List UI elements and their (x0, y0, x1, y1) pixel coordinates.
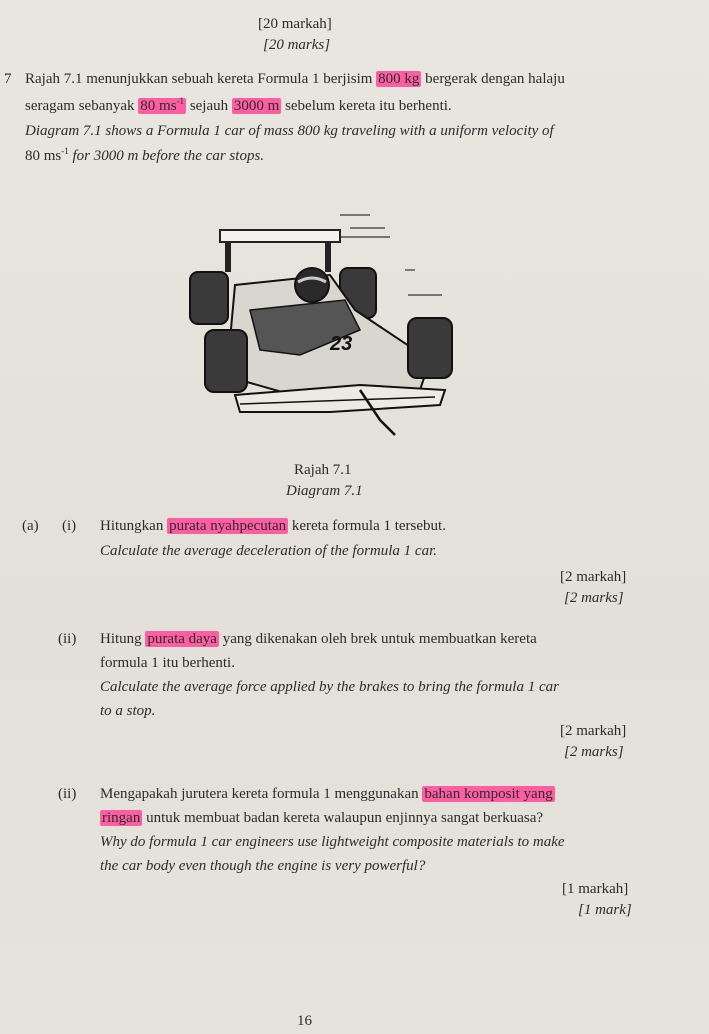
highlight-lightweight: ringan (102, 810, 141, 826)
highlight-mass: 800 kg (378, 71, 420, 87)
question-number: 7 (4, 71, 12, 87)
total-marks-en: [20 marks] (263, 37, 331, 53)
part-a-ii-ms-line2: formula 1 itu berhenti. (100, 655, 235, 671)
part-a-iii-ms-line1: Mengapakah jurutera kereta formula 1 menggunakan bahan komposit yang (100, 786, 553, 802)
total-marks-ms: [20 markah] (258, 16, 332, 32)
highlight-velocity: 80 $ms^{-1}$ (140, 96, 185, 114)
question-stem-en-line2: 80 $ms^{-1}$ for 3000 m before the car stops. (25, 146, 265, 164)
part-a-i-marks-ms: [2 markah] (560, 569, 627, 585)
part-a-iii-marks-en: [1 mark] (578, 902, 632, 918)
part-a-i-label: (i) (62, 518, 77, 534)
highlight-deceleration: purata nyahpecutan (169, 518, 287, 534)
part-a-i-ms: Hitungkan purata nyahpecutan kereta formula 1 tersebut. (100, 518, 446, 534)
part-a-ii-en-line2: to a stop. (100, 703, 156, 719)
part-a-ii-label: (ii) (58, 631, 77, 647)
part-a-iii-ms-line2: ringan untuk membuat badan kereta walaupun enjinnya sangat berkuasa? (102, 810, 544, 826)
part-a-i-marks-en: [2 marks] (564, 590, 624, 606)
highlight-force: purata daya (147, 631, 217, 647)
part-a-ii-marks-en: [2 marks] (564, 744, 624, 760)
part-a-iii-marks-ms: [1 markah] (562, 881, 629, 897)
part-a-ii-marks-ms: [2 markah] (560, 723, 627, 739)
question-stem-en-line1: Diagram 7.1 shows a Formula 1 car of mass 800 kg traveling with a uniform velocity of (25, 123, 554, 139)
part-a-ii-ms-line1: Hitung purata daya yang dikenakan oleh brek untuk membuatkan kereta (100, 631, 537, 647)
part-a-i-en: Calculate the average deceleration of the formula 1 car. (100, 543, 438, 559)
page-number: 16 (297, 1013, 312, 1029)
part-a-label: (a) (22, 518, 39, 534)
formula-1-car-drawing (180, 190, 470, 440)
part-a-iii-en-line1: Why do formula 1 car engineers use lightweight composite materials to make (100, 834, 565, 850)
car-number: 23 (330, 333, 353, 355)
part-a-ii-en-line1: Calculate the average force applied by the brakes to bring the formula 1 car (100, 679, 559, 695)
highlight-composite-material: bahan komposit yang (424, 786, 553, 802)
question-stem-ms-line1: Rajah 7.1 menunjukkan sebuah kereta Formula 1 berjisim 800 kg bergerak dengan halaju (25, 71, 565, 87)
highlight-distance: 3000 m (233, 98, 280, 114)
part-a-iii-en-line2: the car body even though the engine is very powerful? (100, 858, 426, 874)
figure-caption-ms: Rajah 7.1 (294, 462, 352, 478)
question-stem-ms-line2: seragam sebanyak 80 $ms^{-1}$ sejauh 3000 m sebelum kereta itu berhenti. (25, 96, 452, 114)
part-a-iii-label: (ii) (58, 786, 77, 802)
figure-caption-en: Diagram 7.1 (286, 483, 363, 499)
